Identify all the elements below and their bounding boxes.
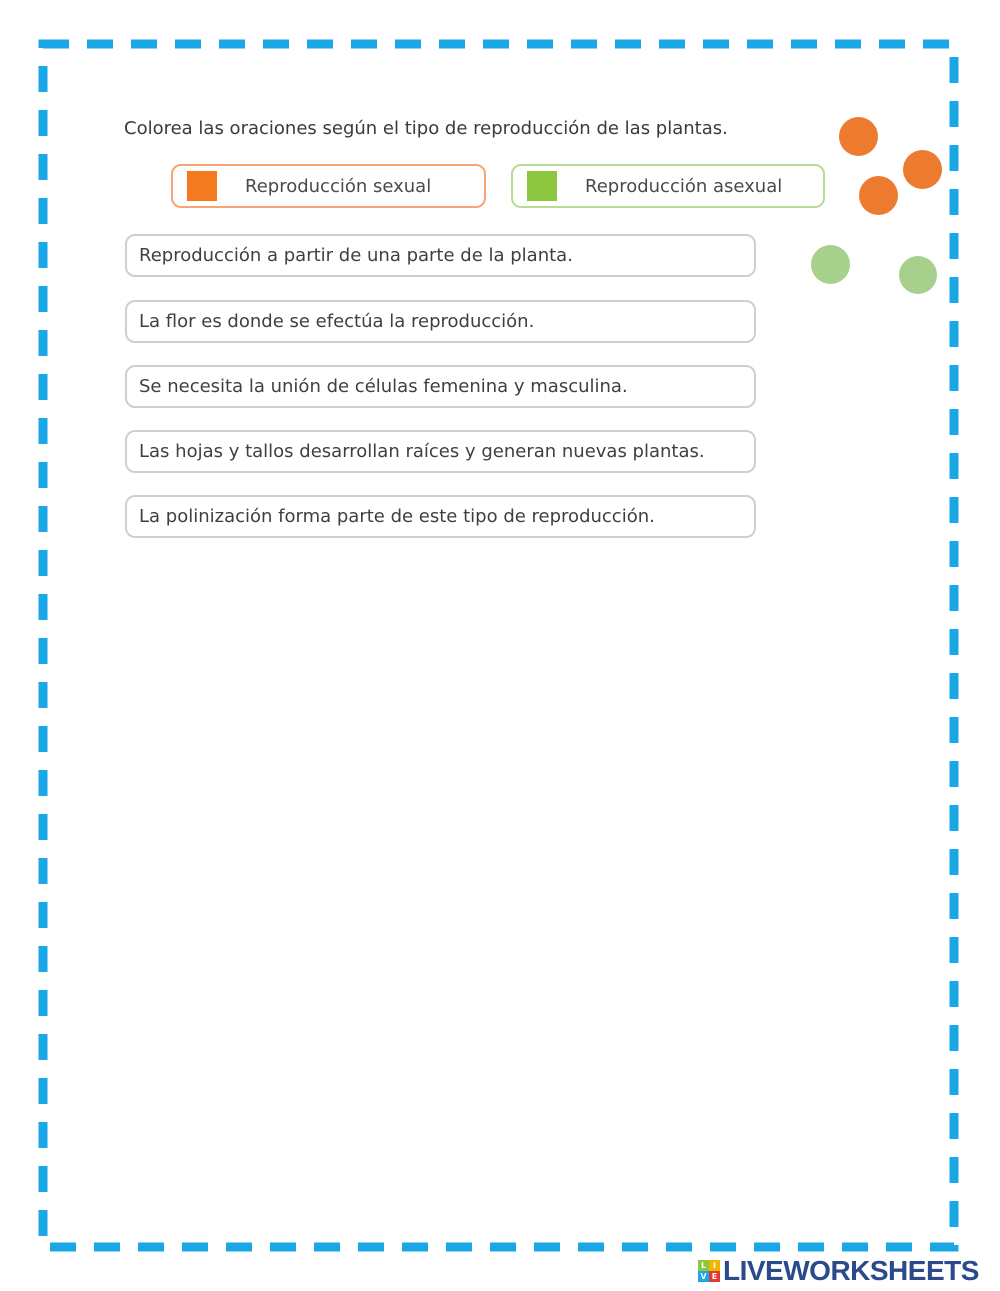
watermark-text: LIVEWORKSHEETS <box>723 1255 979 1286</box>
sentence-box-1[interactable]: Reproducción a partir de una parte de la planta. <box>125 234 756 277</box>
logo-letter-l: L <box>698 1260 709 1271</box>
legend-label-sexual: Reproducción sexual <box>245 175 432 197</box>
green-color-swatch <box>527 171 557 201</box>
logo-letter-e: E <box>709 1271 720 1282</box>
legend-label-asexual: Reproducción asexual <box>585 175 783 197</box>
logo-letter-v: V <box>698 1271 709 1282</box>
legend-asexual-reproduction <box>511 164 825 208</box>
decor-dot-orange-1 <box>839 117 878 156</box>
decor-dot-green-1 <box>811 245 850 284</box>
legend-sexual-reproduction <box>171 164 486 208</box>
decor-dot-green-2 <box>899 256 937 294</box>
orange-color-swatch <box>187 171 217 201</box>
liveworksheets-watermark <box>698 1256 979 1286</box>
sentence-box-3[interactable]: Se necesita la unión de células femenina y masculina. <box>125 365 756 408</box>
liveworksheets-logo-icon <box>698 1260 720 1282</box>
decor-dot-orange-3 <box>859 176 898 215</box>
decor-dot-orange-2 <box>903 150 942 189</box>
sentence-box-5[interactable]: La polinización forma parte de este tipo de reproducción. <box>125 495 756 538</box>
instructions-text: Colorea las oraciones según el tipo de reproducción de las plantas. <box>124 118 728 139</box>
sentence-box-2[interactable]: La flor es donde se efectúa la reproducción. <box>125 300 756 343</box>
sentence-box-4[interactable]: Las hojas y tallos desarrollan raíces y generan nuevas plantas. <box>125 430 756 473</box>
logo-letter-i: I <box>709 1260 720 1271</box>
